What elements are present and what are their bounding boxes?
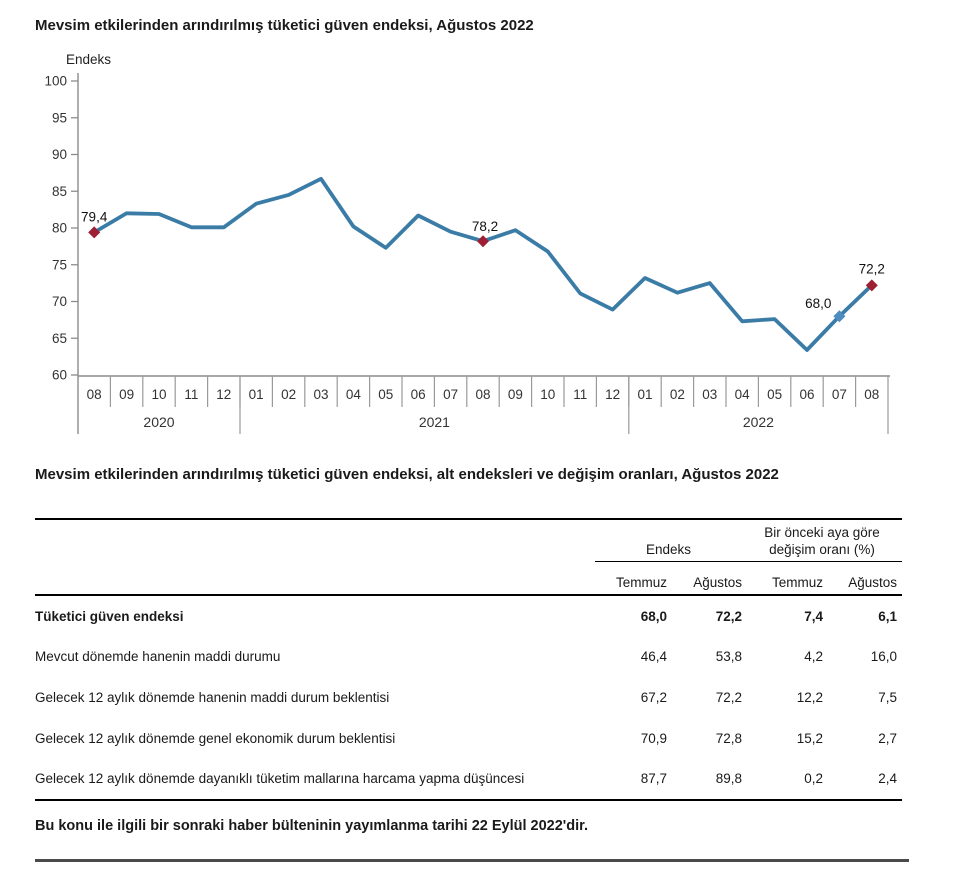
month-label: 02	[669, 387, 685, 402]
y-tick-label: 90	[51, 147, 67, 162]
month-label: 03	[702, 387, 718, 402]
table-column-header-temmuz-endeks: Temmuz	[615, 575, 667, 590]
month-label: 12	[216, 387, 232, 402]
month-label: 10	[540, 387, 556, 402]
month-label: 09	[119, 387, 135, 402]
row-value: 4,2	[804, 649, 823, 665]
data-point-label: 72,2	[858, 261, 885, 277]
row-value: 0,2	[804, 771, 823, 787]
row-label: Tüketici güven endeksi	[35, 608, 184, 624]
table-title: Mevsim etkilerinden arındırılmış tüketici güven endeksi, alt endeksleri ve değişim oranları, Ağustos 2022	[35, 466, 779, 483]
row-value: 2,7	[878, 730, 897, 746]
row-value: 12,2	[796, 689, 823, 705]
table-column-header-row	[35, 562, 902, 596]
month-label: 05	[767, 387, 783, 402]
row-value: 53,8	[715, 649, 742, 665]
table-group-header-endeks: Endeks	[595, 542, 742, 562]
table-row	[35, 718, 902, 759]
sub-indices-table	[35, 518, 902, 801]
row-value: 67,2	[640, 689, 667, 705]
row-value: 70,9	[640, 730, 667, 746]
chart-title: Mevsim etkilerinden arındırılmış tüketici güven endeksi, Ağustos 2022	[35, 17, 534, 34]
table-column-header-agustos-change: Ağustos	[848, 575, 897, 590]
month-label: 01	[637, 387, 653, 402]
y-tick-label: 100	[44, 73, 67, 89]
table-column-header-temmuz-change: Temmuz	[771, 575, 823, 590]
month-label: 08	[475, 387, 491, 402]
row-value: 87,7	[640, 771, 667, 787]
row-value: 68,0	[640, 608, 667, 624]
row-value: 72,2	[715, 689, 742, 705]
row-label: Mevcut dönemde hanenin maddi durumu	[35, 649, 281, 665]
y-tick-label: 70	[51, 294, 67, 309]
month-label: 06	[799, 387, 815, 402]
month-label: 08	[86, 387, 102, 402]
table-row	[35, 596, 902, 637]
data-point-marker	[477, 235, 489, 247]
year-label: 2021	[418, 414, 450, 430]
month-label: 04	[734, 387, 750, 402]
table-group-header-row	[35, 520, 902, 562]
table-group-header-change-rate: Bir önceki aya göre değişim oranı (%)	[742, 525, 902, 562]
row-value: 7,4	[804, 608, 823, 624]
confidence-index-line	[94, 179, 872, 350]
y-tick-label: 80	[51, 220, 67, 236]
data-point-label: 79,4	[81, 209, 108, 225]
row-label: Gelecek 12 aylık dönemde dayanıklı tüketim mallarına harcama yapma düşüncesi	[35, 771, 525, 787]
month-label: 08	[864, 387, 880, 402]
month-label: 11	[573, 387, 588, 402]
month-label: 10	[151, 387, 167, 402]
row-value: 15,2	[796, 730, 823, 746]
month-label: 11	[184, 387, 199, 402]
month-label: 09	[507, 387, 523, 402]
month-label: 04	[345, 387, 361, 402]
row-value: 72,8	[715, 730, 742, 746]
data-point-label: 68,0	[805, 296, 832, 312]
table-row	[35, 637, 902, 678]
month-label: 02	[281, 387, 297, 402]
row-value: 6,1	[878, 608, 897, 624]
month-label: 03	[313, 387, 329, 402]
month-label: 07	[831, 387, 847, 402]
row-value: 16,0	[870, 649, 897, 665]
row-label: Gelecek 12 aylık dönemde genel ekonomik durum beklentisi	[35, 730, 396, 746]
month-label: 07	[443, 387, 459, 402]
y-tick-label: 85	[51, 183, 67, 199]
y-tick-label: 75	[51, 257, 67, 273]
row-value: 46,4	[640, 649, 667, 665]
row-label: Gelecek 12 aylık dönemde hanenin maddi durum beklentisi	[35, 689, 390, 705]
row-value: 89,8	[715, 771, 742, 787]
next-bulletin-note: Bu konu ile ilgili bir sonraki haber bülteninin yayımlanma tarihi 22 Eylül 2022'dir.	[35, 818, 588, 834]
table-row	[35, 758, 902, 799]
row-value: 2,4	[878, 771, 897, 787]
table-column-header-agustos-endeks: Ağustos	[693, 575, 742, 590]
bottom-divider	[35, 859, 909, 862]
table-row	[35, 677, 902, 718]
month-label: 06	[410, 387, 426, 402]
data-point-label: 78,2	[471, 219, 499, 235]
y-axis-title: Endeks	[66, 52, 112, 67]
month-label: 01	[248, 387, 264, 402]
row-value: 72,2	[715, 608, 742, 624]
y-tick-label: 65	[51, 330, 67, 346]
year-label: 2022	[742, 414, 774, 430]
month-label: 05	[378, 387, 394, 402]
y-tick-label: 95	[51, 110, 67, 126]
month-label: 12	[605, 387, 621, 402]
year-label: 2020	[143, 414, 175, 430]
y-tick-label: 60	[51, 367, 67, 383]
row-value: 7,5	[878, 689, 897, 705]
